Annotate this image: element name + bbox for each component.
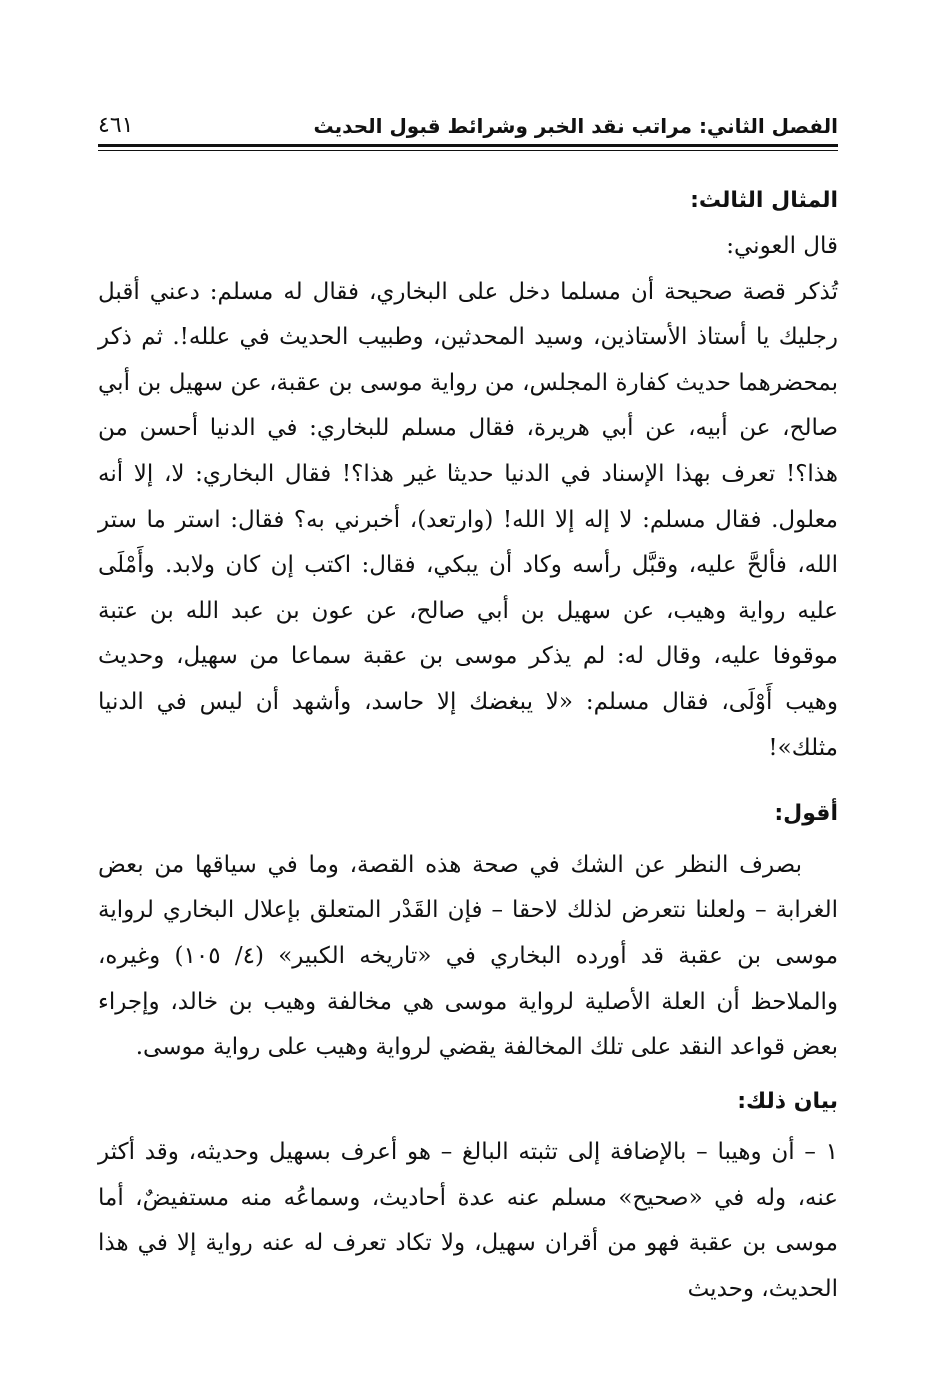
page-number: ٤٦١ [98,113,134,138]
page-body [98,178,838,1313]
awni-intro: قال العوني: [726,233,838,259]
bayan-heading: بيان ذلك: [737,1088,838,1114]
story-paragraph: تُذكر قصة صحيحة أن مسلما دخل على البخاري، فقال له مسلم: دعني أقبل رجليك يا أستاذ الأستاذين، وسيد المحدثين، وطبيب الحديث في علله!. ثم ذكر بمحضرهما حديث كفارة المجلس، من رواية موسى بن عقبة، عن سهيل بن أبي صالح، عن أبيه، عن أبي هريرة، فقال مسلم للبخاري: في الدنيا أحسن من هذا؟! تعرف بهذا الإسناد في الدنيا حديثا غير هذا؟! فقال البخاري: لا، إلا أنه معلول. فقال مسلم: لا إله إلا الله! (وارتعد)، أخبرني به؟ فقال: استر ما ستر الله، فألحَّ عليه، وقبَّل رأسه وكاد أن يبكي، فقال: اكتب إن كان ولابد. وأَمْلَى عليه رواية وهيب، عن سهيل بن أبي صالح، عن عون بن عبد الله بن عتبة موقوفا عليه، وقال له: لم يذكر موسى بن عقبة سماعا من سهيل، وحديث وهيب أَوْلَى، فقال مسلم: «لا يبغضك إلا حاسد، وأشهد أن ليس في الدنيا مثلك»! [98,278,838,761]
aqul-paragraph: بصرف النظر عن الشك في صحة هذه القصة، وما في سياقها من بعض الغرابة – ولعلنا نتعرض لذلك لاحقا – فإن القَدْر المتعلق بإعلال البخاري لرواية موسى بن عقبة قد أورده البخاري في «تاريخه الكبير» (٤/ ١٠٥) وغيره، والملاحظ أن العلة الأصلية لرواية موسى هي مخالفة وهيب بن خالد، وإجراء بعض قواعد النقد على تلك المخالفة يقضي لرواية وهيب على رواية موسى. [98,851,839,1061]
example-heading: المثال الثالث: [690,188,838,213]
list-item-1 [98,1130,838,1312]
page-header [98,96,838,138]
header-rule [98,144,838,151]
aqul-heading: أقول: [774,801,838,827]
list-item-text: أن وهيبا – بالإضافة إلى تثبته البالغ – هو أعرف بسهيل وحديثه، وقد أكثر عنه، وله في «صحيح» مسلم عنه عدة أحاديث، وسماعُه منه مستفيضٌ، أما موسى بن عقبة فهو من أقران سهيل، ولا تكاد تعرف له عنه رواية إلا في هذا الحديث، وحديث [98,1139,838,1303]
list-item-number: ١ – [804,1139,838,1166]
running-title: الفصل الثاني: مراتب نقد الخبر وشرائط قبول الحديث [313,114,838,138]
